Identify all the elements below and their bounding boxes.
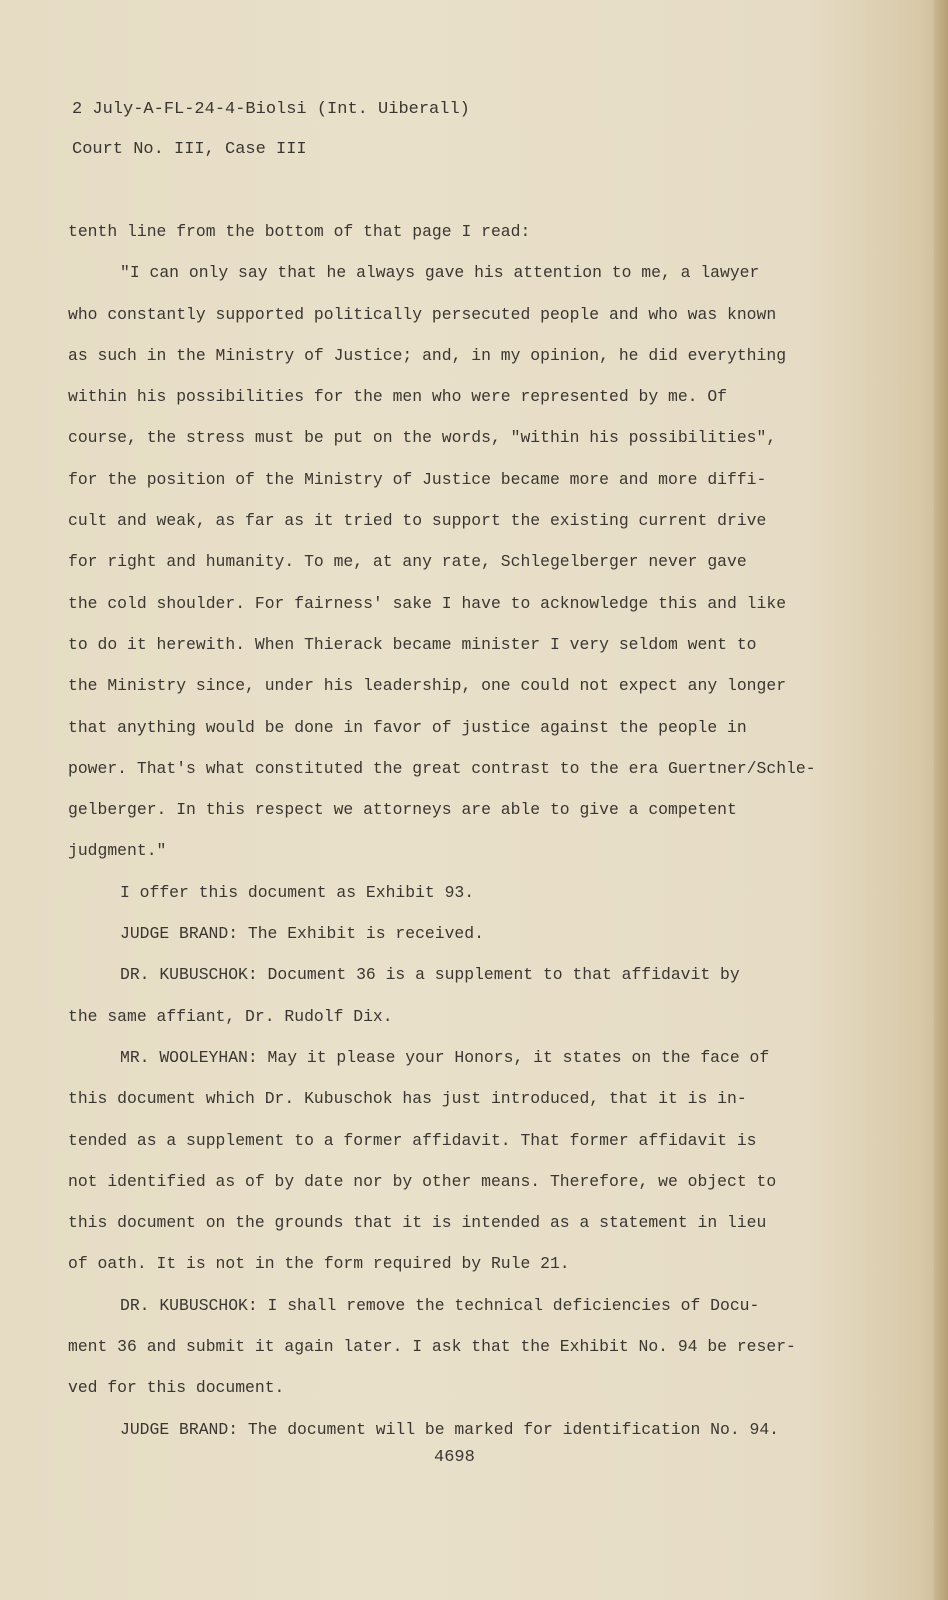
text-line: for right and humanity. To me, at any rate, Schlegelberger never gave	[68, 552, 747, 572]
counsel-statement-line: DR. KUBUSCHOK: Document 36 is a supplement to that affidavit by	[120, 965, 740, 985]
text-line: tenth line from the bottom of that page I read:	[68, 222, 531, 241]
text-line: the cold shoulder. For fairness' sake I have to acknowledge this and like	[68, 593, 787, 613]
exhibit-offer-line: I offer this document as Exhibit 93.	[120, 882, 475, 902]
text-line: this document on the grounds that it is intended as a statement in lieu	[68, 1213, 767, 1233]
counsel-statement-line: MR. WOOLEYHAN: May it please your Honors, it states on the face of	[120, 1047, 770, 1067]
text-line: this document which Dr. Kubuschok has just introduced, that it is in-	[68, 1089, 747, 1109]
document-header	[72, 90, 470, 170]
transcript-body	[68, 211, 848, 1450]
header-case-line: 2 July-A-FL-24-4-Biolsi (Int. Uiberall)	[72, 100, 470, 119]
quote-start-line: "I can only say that he always gave his attention to me, a lawyer	[120, 263, 760, 283]
text-line: the Ministry since, under his leadership, one could not expect any longer	[68, 676, 787, 696]
text-line: as such in the Ministry of Justice; and, in my opinion, he did everything	[68, 345, 787, 365]
judge-statement-line: JUDGE BRAND: The Exhibit is received.	[120, 924, 484, 944]
text-line: ment 36 and submit it again later. I ask that the Exhibit No. 94 be reser-	[68, 1337, 796, 1357]
page-edge	[934, 0, 948, 1600]
header-court-line: Court No. III, Case III	[72, 140, 307, 159]
text-line: power. That's what constituted the great contrast to the era Guertner/Schle-	[68, 758, 816, 778]
text-line: course, the stress must be put on the words, "within his possibilities",	[68, 428, 777, 448]
counsel-statement-line: DR. KUBUSCHOK: I shall remove the technical deficiencies of Docu-	[120, 1295, 760, 1315]
text-line: cult and weak, as far as it tried to support the existing current drive	[68, 511, 767, 531]
judge-statement-line: JUDGE BRAND: The document will be marked for identification No. 94.	[120, 1419, 780, 1439]
page-number: 4698	[434, 1448, 475, 1467]
text-line: of oath. It is not in the form required by Rule 21.	[68, 1254, 570, 1274]
text-line: the same affiant, Dr. Rudolf Dix.	[68, 1006, 393, 1026]
text-line: not identified as of by date nor by other means. Therefore, we object to	[68, 1171, 777, 1191]
text-line: tended as a supplement to a former affidavit. That former affidavit is	[68, 1130, 757, 1150]
text-line: to do it herewith. When Thierack became minister I very seldom went to	[68, 634, 757, 654]
text-line: ved for this document.	[68, 1378, 285, 1398]
text-line: for the position of the Ministry of Justice became more and more diffi-	[68, 469, 767, 489]
text-line: gelberger. In this respect we attorneys are able to give a competent	[68, 800, 737, 820]
text-line: who constantly supported politically persecuted people and who was known	[68, 304, 777, 324]
text-line: judgment."	[68, 841, 167, 861]
text-line: that anything would be done in favor of justice against the people in	[68, 717, 747, 737]
text-line: within his possibilities for the men who were represented by me. Of	[68, 387, 728, 407]
